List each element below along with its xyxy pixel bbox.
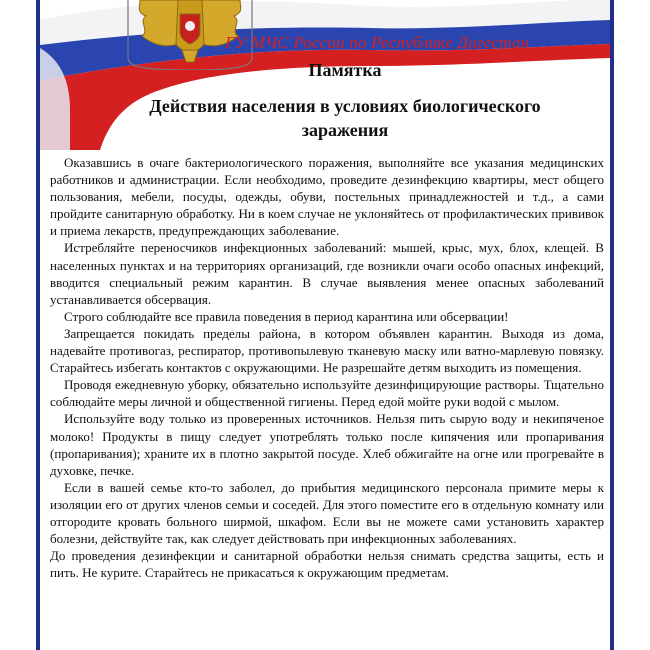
paragraph: Проводя ежедневную уборку, обязательно используйте дезинфицирующие растворы. Тщательно соблюдайте меры личной и общественной гигиены. Перед едой мойте руки водой с мылом. [50,377,604,410]
memo-body [50,154,604,581]
paragraph: Оказавшись в очаге бактериологического поражения, выполняйте все указания медицинских работников и администрации. Если необходимо, проведите дезинфекцию квартиры, мест общего пользования, мебели, посуды, одежды, обуви, постельных принадлежностей и т.д., а сами пройдите санитарную обработку. Ни в коем случае не уклоняйтесь от профилактических прививок и приема лекарств, предупреждающих заболевание. [50,155,604,239]
paragraph: До проведения дезинфекции и санитарной обработки нельзя снимать средства защиты, есть и пить. Не курите. Старайтесь не прикасаться к окружающим предметам. [50,548,604,581]
paragraph: Если в вашей семье кто-то заболел, до прибытия медицинского персонала примите меры к изоляции его от других членов семьи и соседей. Для этого поместите его в отдельную комнату или отгородите кровать больного ширмой, шкафом. Если вы не можете сами установить характер болезни, действуйте так, как следует действовать при инфекционных заболеваниях. [50,479,604,547]
title-line-2: заражения [301,120,389,140]
paragraph: Строго соблюдайте все правила поведения в период карантина или обсервации! [64,308,509,324]
document-title [40,94,610,142]
page-border-right [610,0,614,650]
organization-name: ГУ МЧС России по Республике Дагестан [225,33,530,52]
title-line-1: Действия населения в условиях биологического [149,96,541,116]
paragraph: Используйте воду только из проверенных источников. Нельзя пить сырую воду и некипяченое молоко! Продукты в пищу следует употреблять только после кипячения или пропаривания (пропаривания); храните их в плотно закрытой посуде. Хлеб обжигайте на огне или прогревайте в духовке, печке. [50,411,604,478]
memo-heading: Памятка [308,60,382,80]
paragraph: Запрещается покидать пределы района, в котором объявлен карантин. Выходя из дома, надевайте противогаз, респиратор, противопылевую тканевую маску или ватно-марлевую повязку. Старайтесь избегать контактов с окружающими. Не разрешайте детям выходить из помещения. [50,325,604,376]
paragraph: Истребляйте переносчиков инфекционных заболеваний: мышей, крыс, мух, блох, клещей. В населенных пунктах и на территориях организаций, где возникли очаги особо опасных инфекций, вводится специальный режим карантин. В случае выявления менее опасных заболеваний устанавливается обсервация. [50,240,604,307]
document-header [40,0,610,150]
